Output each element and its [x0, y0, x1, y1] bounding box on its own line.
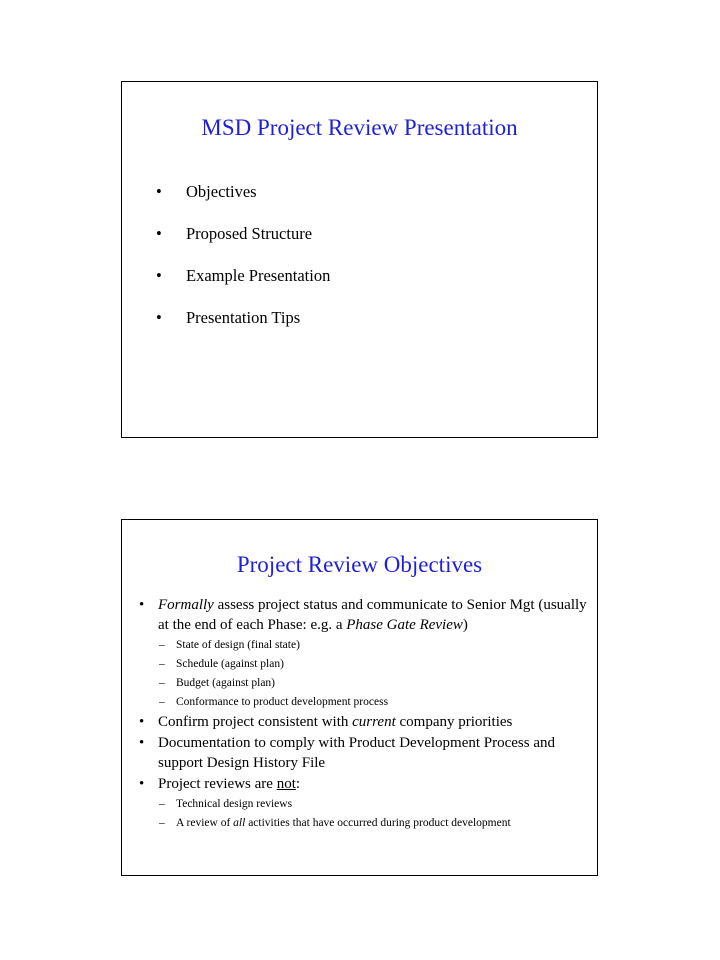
- sub-bullet-item: [136, 795, 587, 814]
- sub-bullet-item: [136, 636, 587, 655]
- bullet-text: :: [295, 776, 301, 792]
- sub-bullet-text: Technical design reviews: [176, 798, 293, 810]
- sub-bullet-text: Schedule (against plan): [176, 658, 284, 670]
- bullet-glyph: •: [139, 714, 145, 730]
- sub-bullet-text: activities that have occurred during product development: [245, 817, 511, 829]
- bullet-item: [156, 180, 330, 204]
- emphasis-text: Formally: [158, 597, 214, 613]
- emphasis-text: all: [233, 817, 246, 829]
- sub-bullet-item: [136, 655, 587, 674]
- slide-2-body: [136, 595, 587, 833]
- bullet-glyph: •: [139, 776, 145, 792]
- bullet-glyph: •: [139, 735, 145, 751]
- dash-glyph: –: [159, 817, 165, 829]
- bullet-glyph: •: [139, 597, 145, 613]
- emphasis-text: Phase Gate Review: [346, 617, 463, 633]
- bullet-item: [156, 264, 330, 288]
- bullet-text: ): [462, 617, 468, 633]
- sub-bullet-text: Budget (against plan): [176, 677, 276, 689]
- bullet-text: assess project status and communicate to Senior Mgt (usually at the end of each Phase: e.g. a: [158, 597, 587, 633]
- bullet-item-formally-assess: [136, 595, 587, 635]
- slide-1-bullet-list: [156, 180, 330, 348]
- bullet-text: Documentation to comply with Product Development Process and support Design History File: [158, 735, 556, 771]
- bullet-item: [156, 306, 330, 330]
- bullet-text: Confirm project consistent with: [158, 714, 353, 730]
- bullet-item: [156, 222, 330, 246]
- bullet-item-confirm-project: [136, 712, 587, 732]
- sub-bullet-item: [136, 814, 587, 833]
- bullet-item-reviews-are-not: [136, 774, 587, 794]
- bullet-text: Project reviews are: [158, 776, 277, 792]
- sub-bullet-text: State of design (final state): [176, 639, 300, 651]
- bullet-text: Objectives: [186, 182, 257, 201]
- bullet-text: Presentation Tips: [186, 308, 301, 327]
- slide-1-title: MSD Project Review Presentation: [201, 115, 518, 140]
- sub-bullet-text: A review of: [176, 817, 234, 829]
- bullet-text: company priorities: [395, 714, 513, 730]
- sub-bullet-text: Conformance to product development process: [176, 696, 389, 708]
- dash-glyph: –: [159, 798, 165, 810]
- slide-1: [121, 81, 598, 438]
- dash-glyph: –: [159, 639, 165, 651]
- bullet-glyph: •: [156, 224, 162, 243]
- dash-glyph: –: [159, 696, 165, 708]
- emphasis-text: current: [352, 714, 396, 730]
- slide-2-title: Project Review Objectives: [236, 552, 483, 577]
- bullet-glyph: •: [156, 308, 162, 327]
- bullet-glyph: •: [156, 266, 162, 285]
- slide-2: [121, 519, 598, 876]
- bullet-item-documentation: [136, 733, 587, 773]
- sub-bullet-item: [136, 693, 587, 712]
- underlined-text: not: [276, 776, 296, 792]
- sub-bullet-item: [136, 674, 587, 693]
- bullet-text: Proposed Structure: [186, 224, 313, 243]
- bullet-glyph: •: [156, 182, 162, 201]
- dash-glyph: –: [159, 677, 165, 689]
- dash-glyph: –: [159, 658, 165, 670]
- bullet-text: Example Presentation: [186, 266, 331, 285]
